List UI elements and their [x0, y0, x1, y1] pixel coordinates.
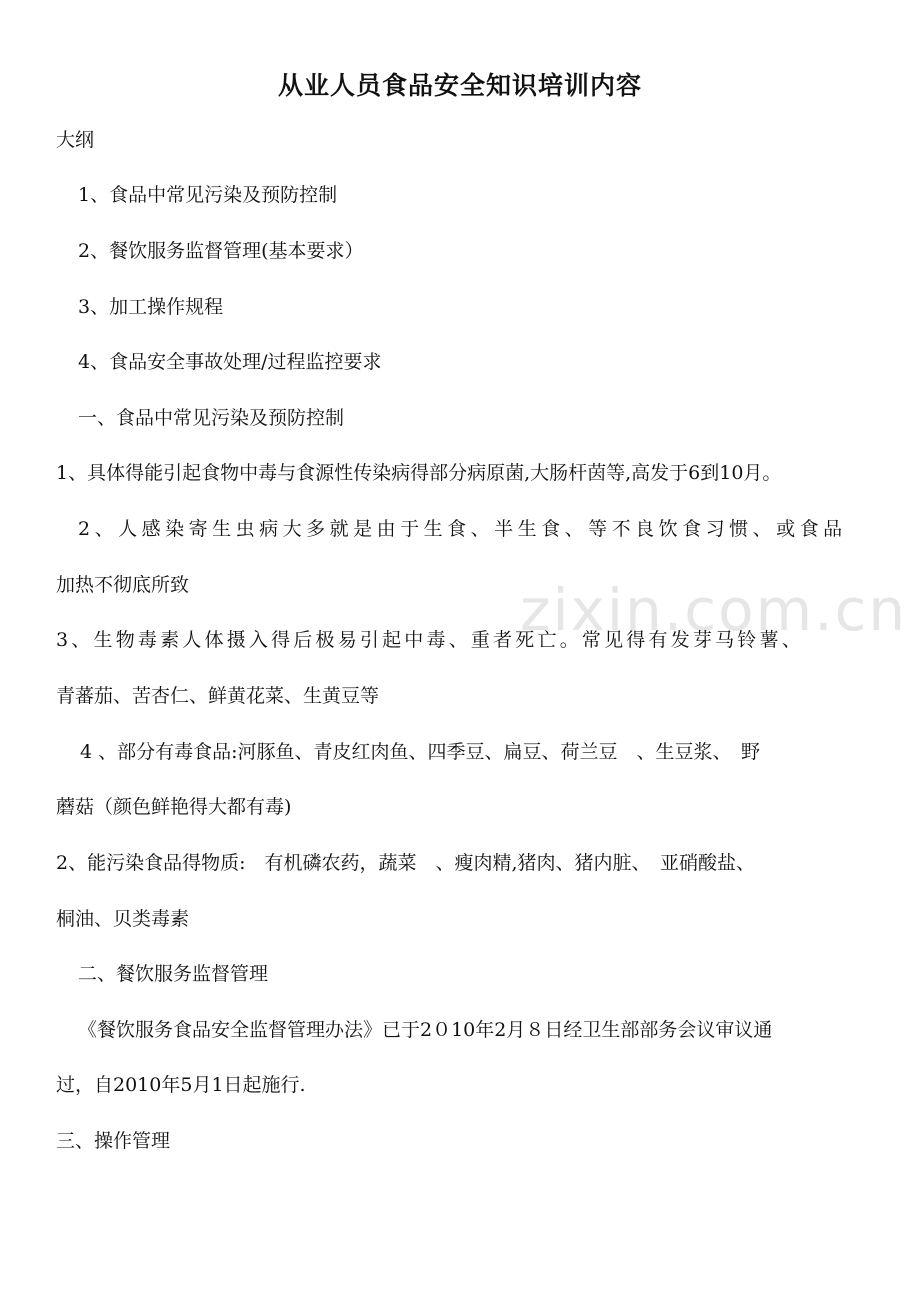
paragraph-line: 4 、部分有毒食品:河豚鱼、青皮红肉鱼、四季豆、扁豆、荷兰豆 、生豆浆、 野: [80, 741, 761, 763]
page-title: 从业人员食品安全知识培训内容: [277, 71, 642, 100]
paragraph-line: 青蕃茄、苦杏仁、鲜黄花菜、生黄豆等: [56, 685, 380, 707]
paragraph-line: 2、能污染食品得物质: 有机磷农药，蔬菜 、瘦肉精,猪肉、猪内脏、 亚硝酸盐、: [56, 852, 756, 874]
paragraph-line: 2、人感染寄生虫病大多就是由于生食、半生食、等不良饮食习惯、或食品: [78, 518, 847, 540]
section-heading-1: 一、食品中常见污染及预防控制: [78, 407, 345, 429]
paragraph-line: 过，自2010年5月1日起施行.: [56, 1074, 306, 1096]
outline-item-1: 1、食品中常见污染及预防控制: [78, 184, 338, 206]
outline-item-4: 4、食品安全事故处理/过程监控要求: [78, 351, 382, 373]
paragraph-line: 蘑菇（颜色鲜艳得大都有毒): [56, 796, 292, 818]
paragraph-line: 《餐饮服务食品安全监督管理办法》已于2０10年2月８日经卫生部部务会议审议通: [78, 1019, 773, 1041]
watermark: zixin.com.cn: [520, 576, 908, 644]
paragraph-line: 1、具体得能引起食物中毒与食源性传染病得部分病原菌,大肠杆茵等,高发于6到10月。: [56, 462, 782, 484]
section-heading-3: 三、操作管理: [56, 1130, 171, 1152]
outline-item-3: 3、加工操作规程: [78, 296, 224, 318]
paragraph-line: 3、生物毒素人体摄入得后极易引起中毒、重者死亡。常见得有发芽马铃薯、: [56, 629, 804, 651]
outline-item-2: 2、餐饮服务监督管理(基本要求）: [78, 240, 364, 262]
outline-heading: 大纲: [56, 129, 95, 151]
section-heading-2: 二、餐饮服务监督管理: [78, 963, 269, 985]
paragraph-line: 桐油、贝类毒素: [56, 908, 190, 930]
paragraph-line: 加热不彻底所致: [56, 574, 190, 596]
